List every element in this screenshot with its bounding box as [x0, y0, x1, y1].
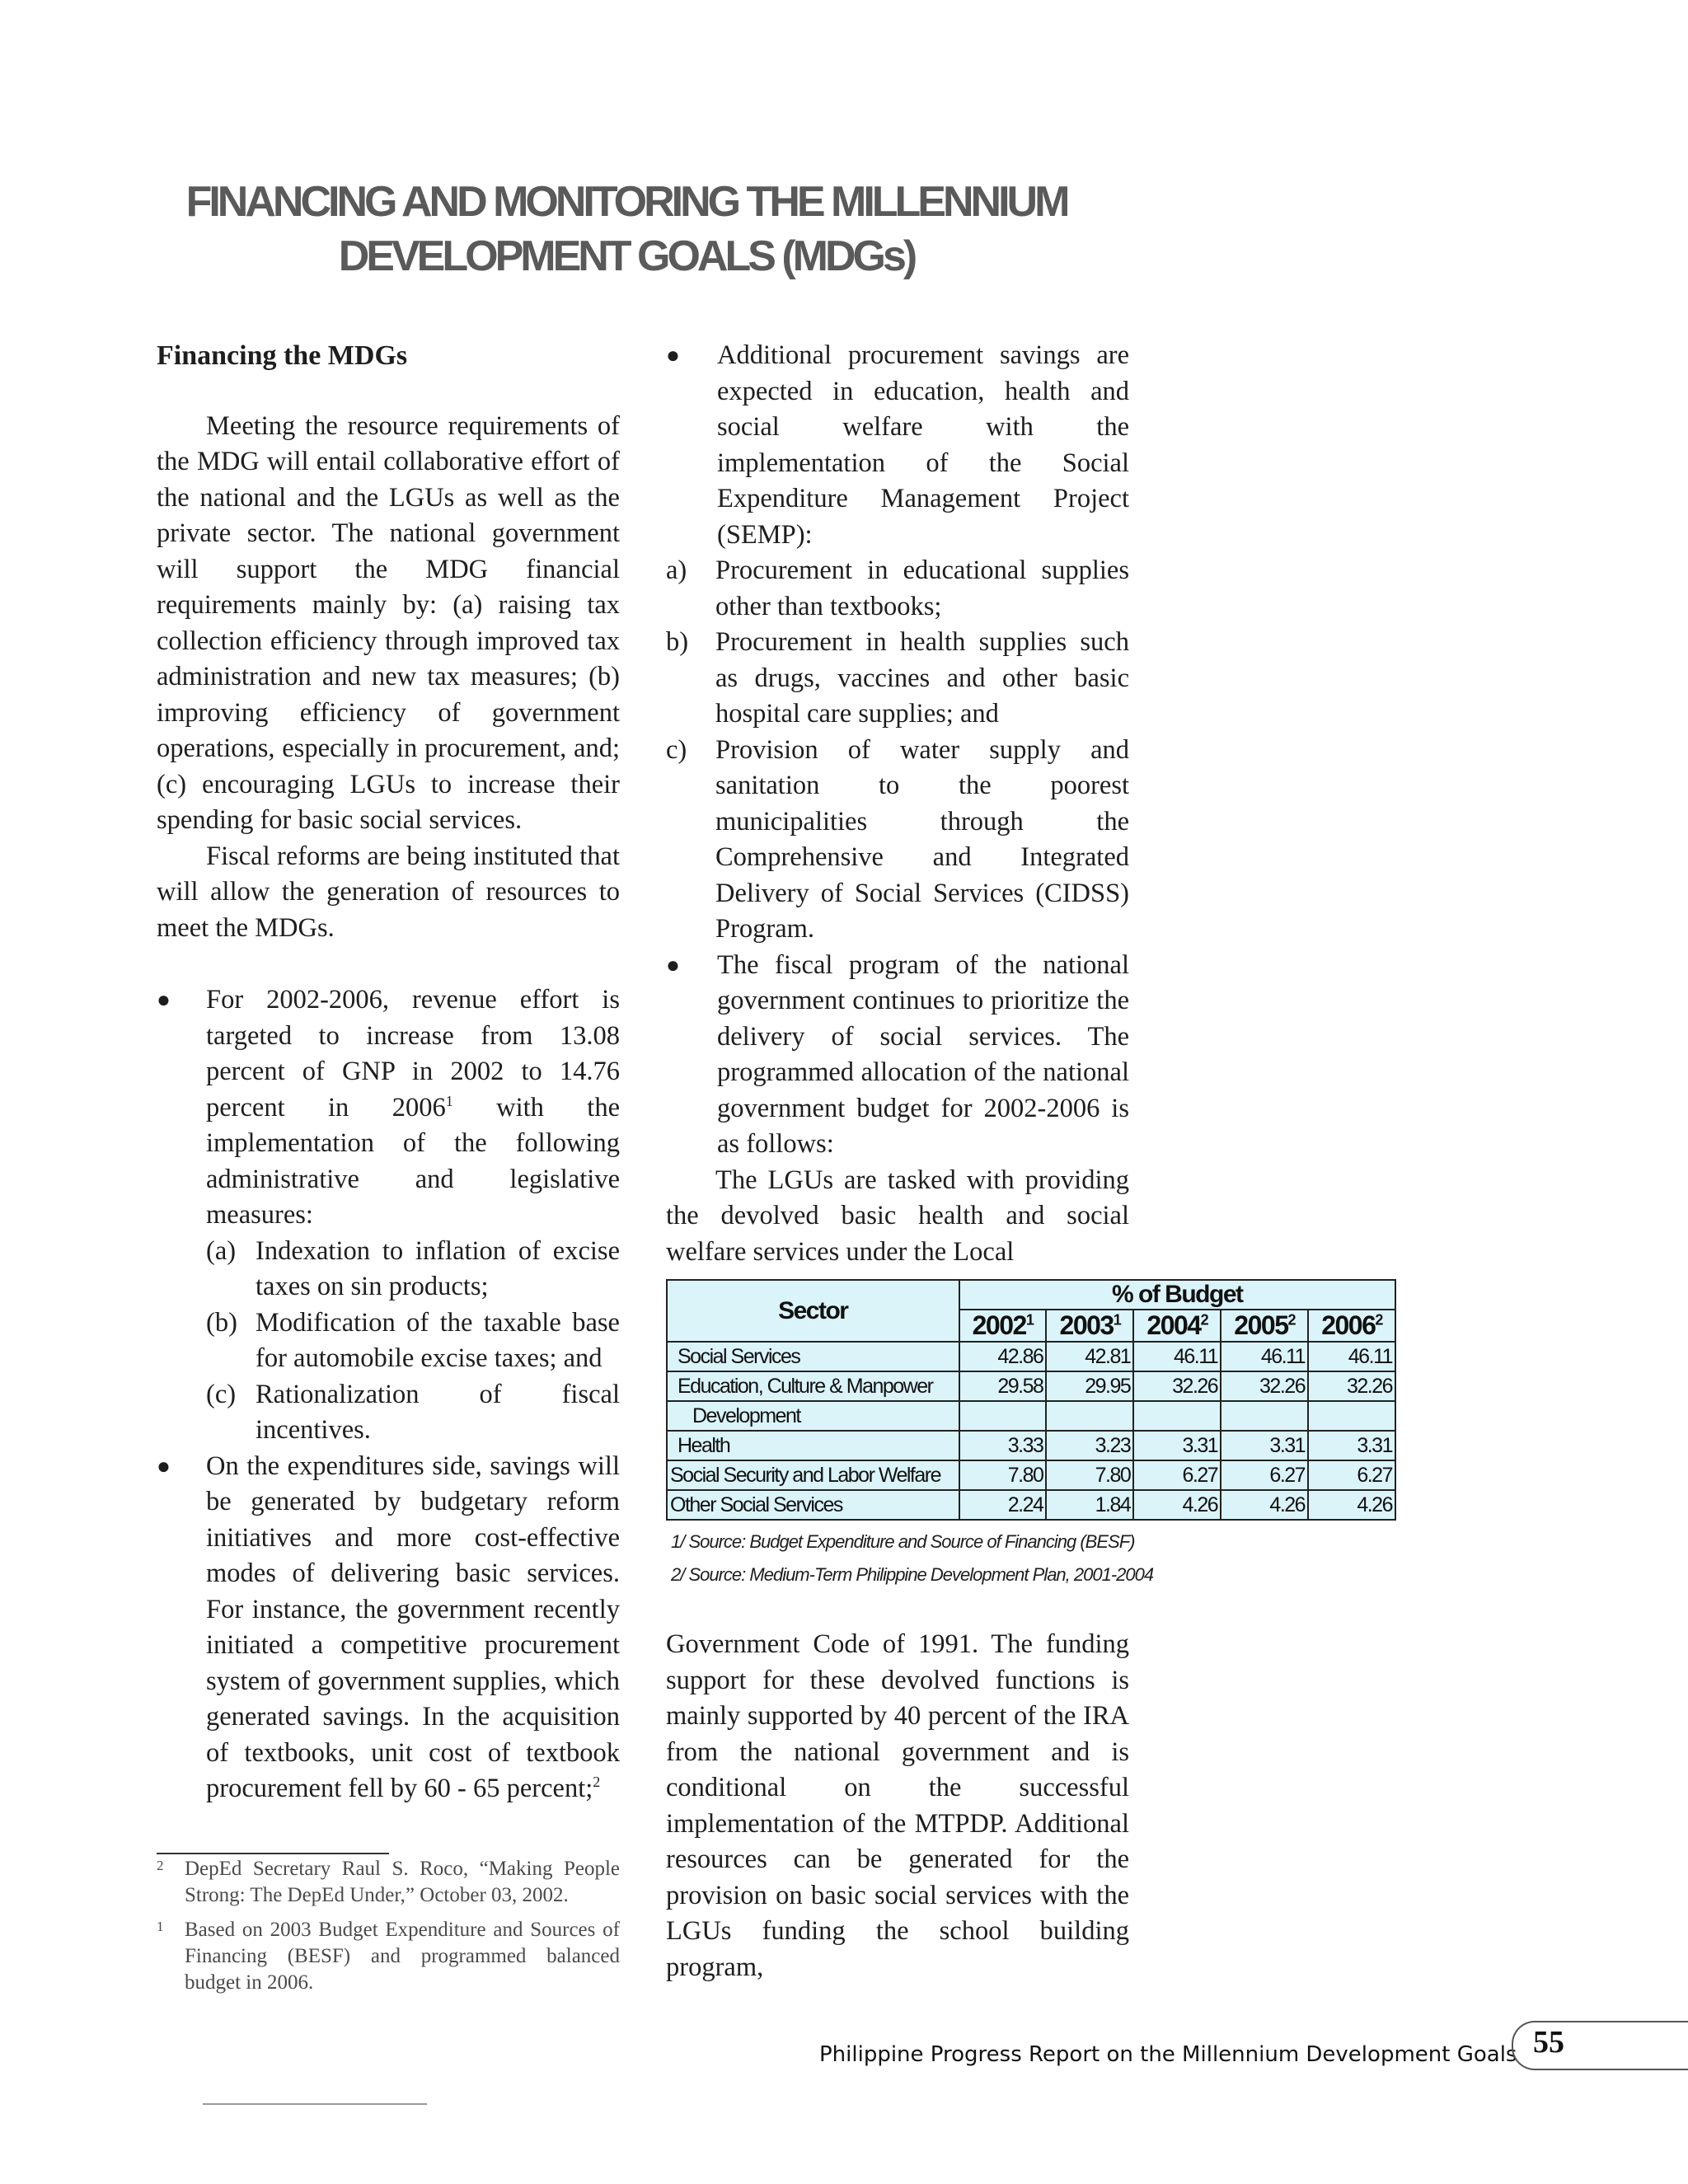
footnote-text: DepEd Secretary Raul S. Roco, “Making People Strong: The DepEd Under,” October 03, 2002.	[185, 1858, 620, 1906]
header-sector: Sector	[667, 1280, 959, 1342]
footnote-text: Based on 2003 Budget Expenditure and Sources of Financing (BESF) and programmed balanced budget in 2006.	[185, 1919, 620, 1994]
cell-value: 29.58	[959, 1371, 1047, 1401]
footnote-number: 1	[157, 1919, 164, 1934]
footnotes	[157, 1856, 620, 2004]
bullet-icon: ●	[157, 987, 171, 1013]
footnote	[157, 1856, 620, 1909]
row-sector: Social Services	[667, 1342, 959, 1371]
budget-table-block	[666, 1279, 1396, 1591]
cell-value: 42.81	[1046, 1342, 1133, 1371]
list-item: a) Procurement in educational supplies other than textbooks;	[666, 555, 1129, 621]
list-item: c) Provision of water supply and sanitation to the poorest municipalities through the Comprehensive and Integrated Delivery of Social Services (CIDSS) Program.	[666, 734, 1129, 944]
footnote-ref: 2	[593, 1774, 601, 1791]
table-row	[667, 1371, 1395, 1401]
cell-value: 1.84	[1046, 1490, 1133, 1520]
list-item: b) Procurement in health supplies such as drugs, vaccines and other basic hospital care supplies; and	[666, 627, 1129, 729]
cell-value: 4.26	[1133, 1490, 1221, 1520]
table-source-notes	[671, 1526, 1396, 1591]
cell-value: 29.95	[1046, 1371, 1133, 1401]
cell-value: 2.24	[959, 1490, 1047, 1520]
budget-table	[666, 1279, 1396, 1521]
table-row	[667, 1490, 1395, 1520]
cell-value: 3.31	[1221, 1431, 1308, 1460]
cell-value	[959, 1401, 1047, 1431]
left-column	[157, 338, 620, 1807]
bullet-expenditures-text: On the expenditures side, savings will be generated by budgetary reform initiatives and more cost-effective modes of delivering basic services. For instance, the government recently initiated a competitive procurement system of government supplies, which generated savings. In the acquisition of textbooks, unit cost of textbook procurement fell by 60 - 65 percent;	[206, 1451, 620, 1803]
row-sector: Health	[667, 1431, 959, 1460]
title-line-2: DEVELOPMENT GOALS (MDGs)	[338, 232, 915, 280]
cell-value: 4.26	[1221, 1490, 1308, 1520]
cell-value: 3.33	[959, 1431, 1047, 1460]
table-row	[667, 1431, 1395, 1460]
bullet-revenue-text-b: with the implementation of the following administrative and legislative measures:	[206, 1092, 620, 1230]
row-sector: Education, Culture & Manpower	[667, 1371, 959, 1401]
bullet-procurement	[666, 338, 1129, 553]
cell-value	[1133, 1401, 1221, 1431]
cell-value: 32.26	[1308, 1371, 1395, 1401]
cell-value: 3.31	[1133, 1431, 1221, 1460]
table-row	[667, 1460, 1395, 1490]
semp-list	[666, 553, 1129, 948]
bullet-icon: ●	[666, 952, 680, 978]
list-item: (a) Indexation to inflation of excise taxes on sin products;	[206, 1235, 620, 1301]
title-line-1: FINANCING AND MONITORING THE MILLENNIUM	[185, 178, 1067, 226]
footnote-number: 2	[157, 1858, 164, 1873]
row-sector: Social Security and Labor Welfare	[667, 1460, 959, 1490]
header-year: 2004$^2$	[1133, 1310, 1221, 1342]
paragraph-2: Fiscal reforms are being instituted that will allow the generation of resources to meet the MDGs.	[157, 841, 620, 943]
bottom-divider	[203, 2103, 427, 2105]
cell-value: 32.26	[1221, 1371, 1308, 1401]
cell-value: 46.11	[1221, 1342, 1308, 1371]
bullet-fiscal-text: The fiscal program of the national government continues to prioritize the delivery of social services. The programmed allocation of the national government budget for 2002-2006 is as follows:	[717, 949, 1129, 1159]
cell-value: 32.26	[1133, 1371, 1221, 1401]
table-note-2: 2/ Source: Medium-Term Philippine Development Plan, 2001-2004	[671, 1564, 1154, 1585]
footer-report-title: Philippine Progress Report on the Millennium Development Goals	[819, 2042, 1517, 2067]
table-note-1: 1/ Source: Budget Expenditure and Source of Financing (BESF)	[671, 1531, 1135, 1552]
cell-value: 4.26	[1308, 1490, 1395, 1520]
cell-value	[1221, 1401, 1308, 1431]
footnote-divider	[157, 1853, 389, 1854]
cell-value: 6.27	[1308, 1460, 1395, 1490]
bullet-expenditures	[157, 1449, 620, 1807]
header-year: 2003$^1$	[1046, 1310, 1133, 1342]
paragraph-1: Meeting the resource requirements of the MDG will entail collaborative effort of the national and the LGUs as well as the private sector. The national government will support the MDG financial requirements mainly by: (a) raising tax collection efficiency through improved tax administration and new tax measures; (b) improving efficiency of government operations, especially in procurement, and; (c) encouraging LGUs to increase their spending for basic social services.	[157, 410, 620, 835]
bullet-revenue	[157, 982, 620, 1234]
cell-value: 3.23	[1046, 1431, 1133, 1460]
footnote-ref: 1	[445, 1092, 453, 1109]
row-sector: Other Social Services	[667, 1490, 959, 1520]
section-heading: Financing the MDGs	[157, 340, 408, 371]
cell-value: 6.27	[1221, 1460, 1308, 1490]
cell-value: 42.86	[959, 1342, 1047, 1371]
page-number: 55	[1533, 2025, 1564, 2060]
cell-value: 7.80	[1046, 1460, 1133, 1490]
row-sector: Development	[667, 1401, 959, 1431]
measures-list	[157, 1234, 620, 1449]
header-year: 2006$^2$	[1308, 1310, 1395, 1342]
header-percent-budget: % of Budget	[959, 1280, 1395, 1310]
cell-value: 46.11	[1308, 1342, 1395, 1371]
cell-value: 3.31	[1308, 1431, 1395, 1460]
bullet-fiscal	[666, 948, 1129, 1163]
paragraph-lgu: The LGUs are tasked with providing the devolved basic health and social welfare services under the Local	[666, 1165, 1129, 1267]
middle-column-continued	[666, 1627, 1129, 1985]
cell-value: 7.80	[959, 1460, 1047, 1490]
cell-value	[1046, 1401, 1133, 1431]
page-title	[0, 175, 1253, 284]
paragraph-continued: Government Code of 1991. The funding support for these devolved functions is mainly supported by 40 percent of the IRA from the national government and is conditional on the successful implementation of the MTPDP. Additional resources can be generated for the provision on basic social services with the LGUs funding the school building program,	[666, 1629, 1129, 1982]
bullet-icon: ●	[666, 343, 680, 368]
table-row	[667, 1342, 1395, 1371]
footnote	[157, 1917, 620, 1996]
cell-value: 6.27	[1133, 1460, 1221, 1490]
table-row	[667, 1401, 1395, 1431]
cell-value: 46.11	[1133, 1342, 1221, 1371]
bullet-icon: ●	[157, 1453, 171, 1479]
cell-value	[1308, 1401, 1395, 1431]
list-item: (b) Modification of the taxable base for automobile excise taxes; and	[206, 1307, 620, 1373]
list-item: (c) Rationalization of fiscal incentives.	[206, 1379, 620, 1445]
header-year: 2005$^2$	[1221, 1310, 1308, 1342]
header-year: 2002$^1$	[959, 1310, 1047, 1342]
bullet-revenue-text-a: For 2002-2006, revenue effort is targeted to increase from 13.08 percent of GNP in 2002 to 14.76 percent in 2006	[206, 985, 620, 1122]
bullet-procurement-text: Additional procurement savings are expected in education, health and social welfare with the implementation of the Social Expenditure Management Project (SEMP):	[717, 340, 1129, 550]
middle-column	[666, 338, 1129, 1270]
